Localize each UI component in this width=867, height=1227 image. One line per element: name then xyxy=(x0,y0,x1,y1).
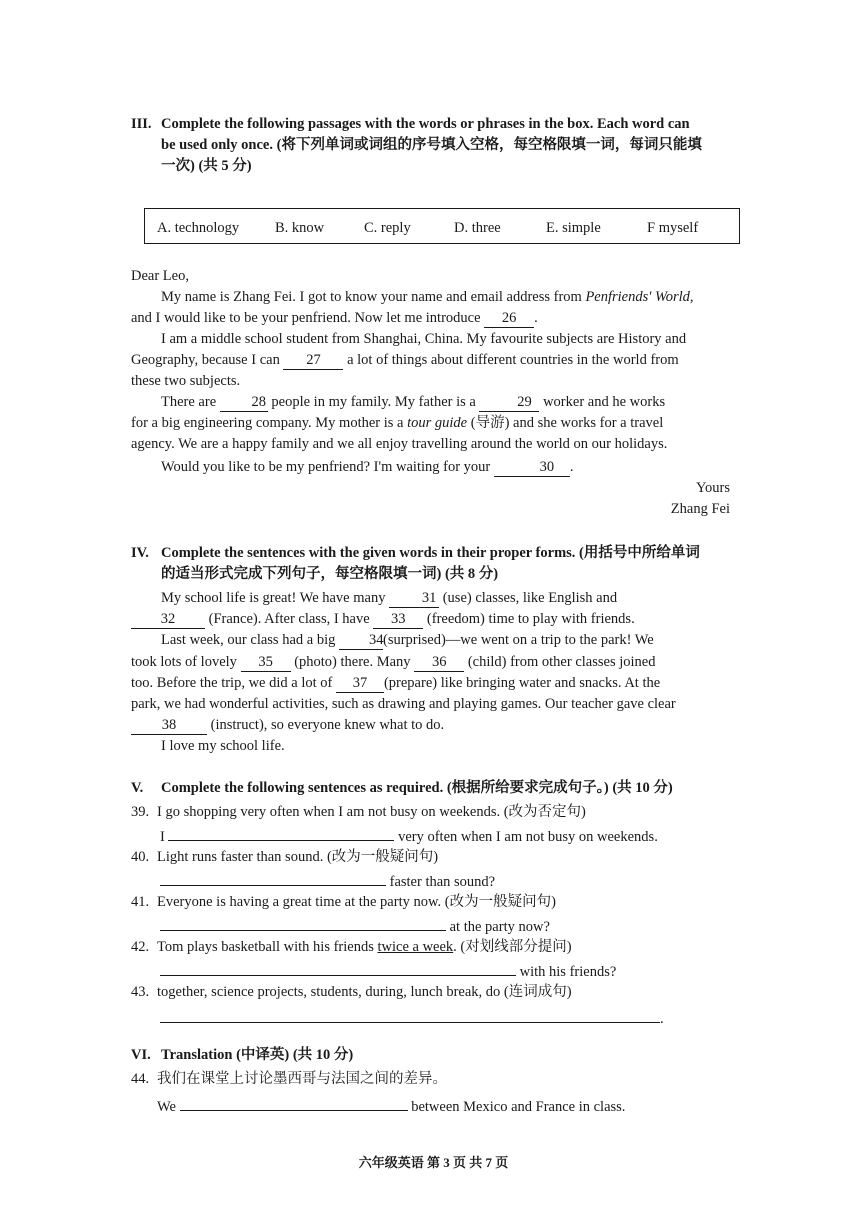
sentence-2-cont xyxy=(131,652,729,673)
text: Geography, because I can xyxy=(131,352,284,368)
letter-greeting: Dear Leo, xyxy=(131,268,189,284)
blank-27[interactable]: 27 xyxy=(283,352,343,370)
answer-line-43[interactable] xyxy=(160,1007,660,1023)
text: (use) classes, like English and xyxy=(439,590,618,606)
blank-30[interactable]: 30 xyxy=(494,459,570,477)
section-3-number: III. xyxy=(131,116,152,132)
question-text: Everyone is having a great time at the party now. (改为一般疑问句) xyxy=(157,894,556,910)
sentence-3: I love my school life. xyxy=(161,738,285,754)
word-box xyxy=(144,208,740,244)
section-3-instruction-line-3: 一次) (共 5 分) xyxy=(161,158,252,174)
sentence-1-cont xyxy=(131,609,729,630)
answer-40 xyxy=(160,870,760,893)
section-5-number: V. xyxy=(131,780,144,796)
text: took lots of lovely xyxy=(131,654,241,670)
text: a lot of things about different countries in the world from xyxy=(343,352,679,368)
question-number: 42. xyxy=(131,939,150,955)
text: (freedom) time to play with friends. xyxy=(423,611,635,627)
section-4-instruction-line-1: Complete the sentences with the given words in their proper forms. (用括号中所给单词 xyxy=(161,545,700,561)
question-40 xyxy=(131,847,731,868)
section-3-instruction-line-1: Complete the following passages with the words or phrases in the box. Each word can xyxy=(161,116,690,132)
section-4-heading xyxy=(131,543,731,585)
answer-line-44[interactable] xyxy=(180,1095,408,1111)
word-option-a: A. technology xyxy=(157,220,240,236)
passage-paragraph-3-end: agency. We are a happy family and we all enjoy travelling around the world on our holidays. xyxy=(131,436,668,452)
answer-43 xyxy=(160,1007,760,1030)
question-39 xyxy=(131,802,731,823)
blank-29[interactable]: 29 xyxy=(479,394,539,412)
text: . xyxy=(534,310,538,326)
question-number: 40. xyxy=(131,849,150,865)
blank-31[interactable]: 31 xyxy=(389,590,439,608)
passage-paragraph-2: I am a middle school student from Shanghai, China. My favourite subjects are History and xyxy=(161,331,687,347)
text: (child) from other classes joined xyxy=(464,654,656,670)
passage-paragraph-2-end: these two subjects. xyxy=(131,373,241,389)
word-option-d: D. three xyxy=(454,220,501,236)
blank-28[interactable]: 28 xyxy=(220,394,268,412)
text: for a big engineering company. My mother is a xyxy=(131,415,408,431)
sentence-1 xyxy=(131,588,729,609)
question-41 xyxy=(131,892,731,913)
question-text: 我们在课堂上讨论墨西哥与法国之间的差异。 xyxy=(157,1071,447,1087)
text: (photo) there. Many xyxy=(290,654,415,670)
text: (prepare) like bringing water and snacks. At the xyxy=(383,675,661,691)
blank-37[interactable]: 37 xyxy=(336,675,384,693)
answer-suffix: . xyxy=(660,1011,664,1027)
blank-26[interactable]: 26 xyxy=(484,310,534,328)
sentence-2 xyxy=(131,630,729,651)
answer-line-40[interactable] xyxy=(160,870,386,886)
answer-prefix: We xyxy=(157,1099,176,1115)
blank-35[interactable]: 35 xyxy=(241,654,291,672)
word-option-c: C. reply xyxy=(364,220,411,236)
word-option-f: F myself xyxy=(647,220,699,236)
text: My school life is great! We have many xyxy=(161,590,390,606)
text: and she works for a travel xyxy=(509,415,664,431)
question-number: 39. xyxy=(131,804,150,820)
sentence-2-cont-3: park, we had wonderful activities, such as drawing and playing games. Our teacher gave clear xyxy=(131,696,676,712)
italic-term: tour guide xyxy=(407,415,468,431)
answer-suffix: faster than sound? xyxy=(389,874,496,890)
question-44 xyxy=(131,1069,731,1090)
underlined-phrase: twice a week xyxy=(377,939,454,955)
blank-32[interactable]: 32 xyxy=(131,611,205,629)
answer-line-39[interactable] xyxy=(168,825,394,841)
letter-closing: Yours xyxy=(696,480,730,496)
blank-33[interactable]: 33 xyxy=(373,611,423,629)
question-text: . (对划线部分提问) xyxy=(453,939,572,955)
answer-line-42[interactable] xyxy=(160,960,516,976)
question-number: 41. xyxy=(131,894,150,910)
answer-suffix: between Mexico and France in class. xyxy=(411,1099,626,1115)
passage-paragraph-4 xyxy=(131,457,729,478)
text: My name is Zhang Fei. I got to know your name and email address from xyxy=(161,289,586,305)
answer-line-41[interactable] xyxy=(160,915,446,931)
passage-paragraph-1-cont xyxy=(131,308,729,329)
answer-42 xyxy=(160,960,760,983)
word-option-e: E. simple xyxy=(546,220,601,236)
section-6-heading xyxy=(131,1045,731,1066)
text: too. Before the trip, we did a lot of xyxy=(131,675,336,691)
answer-suffix: very often when I am not busy on weekends. xyxy=(398,829,658,845)
question-text: Tom plays basketball with his friends xyxy=(157,939,378,955)
word-option-b: B. know xyxy=(275,220,325,236)
blank-36[interactable]: 36 xyxy=(414,654,464,672)
text: people in my family. My father is a xyxy=(267,394,480,410)
blank-38[interactable]: 38 xyxy=(131,717,207,735)
sentence-2-cont-2 xyxy=(131,673,729,694)
question-number: 43. xyxy=(131,984,150,1000)
answer-39 xyxy=(160,825,760,848)
passage-paragraph-1 xyxy=(131,287,729,308)
section-5-instruction: Complete the following sentences as required. (根据所给要求完成句子。) (共 10 分) xyxy=(161,780,673,796)
section-3-instruction-line-2: be used only once. (将下列单词或词组的序号填入空格，每空格限填一词，每词只能填 xyxy=(161,137,702,153)
answer-suffix: with his friends? xyxy=(519,964,617,980)
text: (instruct), so everyone knew what to do. xyxy=(207,717,445,733)
sentence-2-cont-4 xyxy=(131,715,729,736)
blank-34[interactable]: 34 xyxy=(339,632,383,650)
section-4-number: IV. xyxy=(131,545,149,561)
question-number: 44. xyxy=(131,1071,150,1087)
text: Would you like to be my penfriend? I'm waiting for your xyxy=(161,459,494,475)
section-5-heading xyxy=(131,778,731,799)
passage-paragraph-3-cont xyxy=(131,413,729,434)
text: There are xyxy=(161,394,220,410)
question-43 xyxy=(131,982,731,1003)
section-6-instruction: Translation (中译英) (共 10 分) xyxy=(161,1047,354,1063)
question-text: Light runs faster than sound. (改为一般疑问句) xyxy=(157,849,439,865)
letter-signature: Zhang Fei xyxy=(670,501,730,517)
text: worker and he works xyxy=(539,394,666,410)
section-3-heading xyxy=(131,114,731,177)
section-6-number: VI. xyxy=(131,1047,151,1063)
question-text: I go shopping very often when I am not busy on weekends. (改为否定句) xyxy=(157,804,586,820)
passage-paragraph-3 xyxy=(131,392,729,413)
answer-41 xyxy=(160,915,760,938)
page-footer: 六年级英语 第 3 页 共 7 页 xyxy=(358,1155,509,1170)
question-text: together, science projects, students, during, lunch break, do (连词成句) xyxy=(157,984,572,1000)
text: (导游) xyxy=(467,415,510,431)
answer-suffix: at the party now? xyxy=(449,919,550,935)
text: Last week, our class had a big xyxy=(161,632,339,648)
text: (surprised)—we went on a trip to the park! We xyxy=(382,632,654,648)
answer-prefix: I xyxy=(160,829,165,845)
text: (France). After class, I have xyxy=(205,611,374,627)
answer-44 xyxy=(157,1095,757,1118)
text: . xyxy=(569,459,574,475)
passage-paragraph-2-cont xyxy=(131,350,729,371)
section-4-instruction-line-2: 的适当形式完成下列句子，每空格限填一词) (共 8 分) xyxy=(161,566,499,582)
magazine-title: Penfriends' World, xyxy=(585,289,694,305)
question-42 xyxy=(131,937,731,958)
text: and I would like to be your penfriend. Now let me introduce xyxy=(131,310,485,326)
